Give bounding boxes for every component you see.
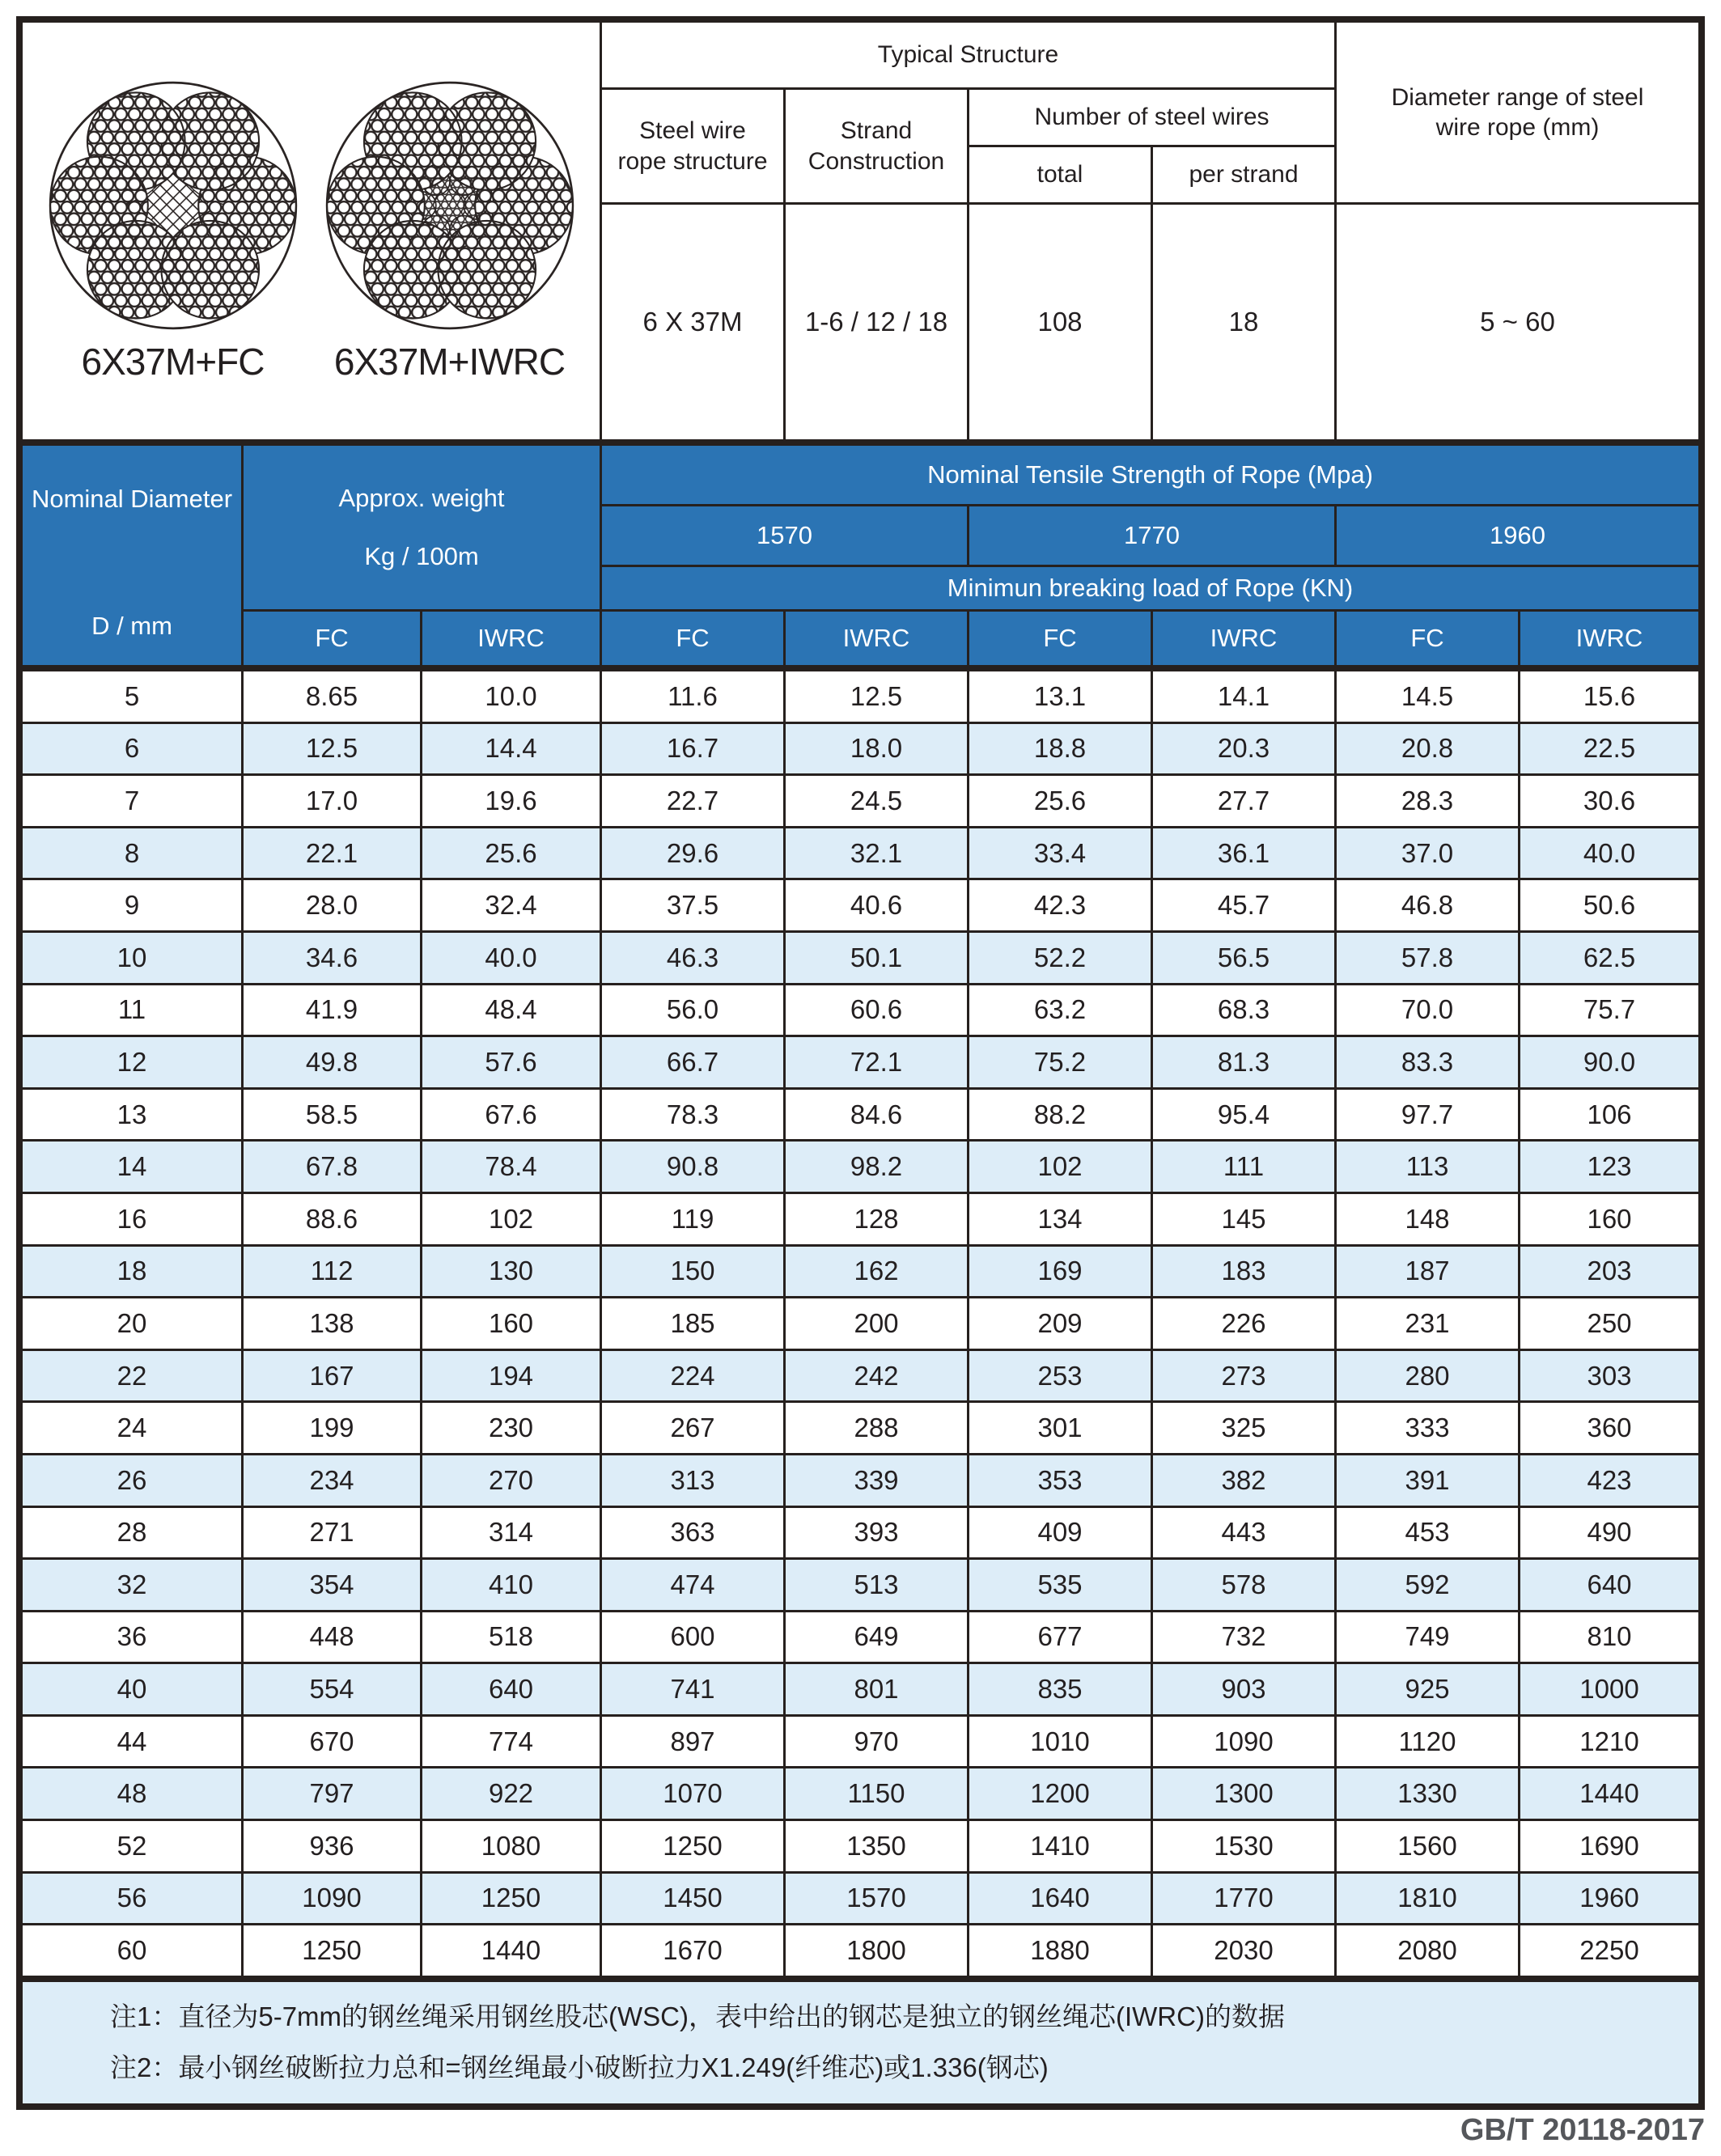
table-cell: 60 bbox=[23, 1925, 241, 1976]
table-cell: 18.8 bbox=[969, 724, 1151, 774]
kg-100m-label: Kg / 100m bbox=[364, 542, 479, 570]
header-iwrc-1960: IWRC bbox=[1520, 612, 1698, 665]
footnote-2: 注2：最小钢丝破断拉力总和=钢丝绳最小破断拉力X1.249(纤维芯)或1.336(钢芯) bbox=[110, 2052, 1049, 2082]
table-cell: 270 bbox=[422, 1455, 600, 1506]
table-cell: 1800 bbox=[786, 1925, 967, 1976]
table-cell: 1250 bbox=[422, 1874, 600, 1924]
table-cell: 199 bbox=[244, 1403, 420, 1453]
table-cell: 60.6 bbox=[786, 985, 967, 1036]
table-cell: 1350 bbox=[786, 1821, 967, 1871]
table-cell: 360 bbox=[1520, 1403, 1698, 1453]
table-cell: 56.5 bbox=[1153, 933, 1334, 983]
table-cell: 50.1 bbox=[786, 933, 967, 983]
table-cell: 26 bbox=[23, 1455, 241, 1506]
table-cell: 78.4 bbox=[422, 1142, 600, 1192]
table-cell: 1150 bbox=[786, 1768, 967, 1819]
header-approx-weight bbox=[244, 446, 600, 609]
table-cell: 16.7 bbox=[602, 724, 783, 774]
table-cell: 148 bbox=[1337, 1194, 1518, 1244]
nominal-diameter-label: Nominal Diameter bbox=[31, 485, 233, 513]
table-cell: 84.6 bbox=[786, 1090, 967, 1140]
table-cell: 12.5 bbox=[244, 724, 420, 774]
table-cell: 75.2 bbox=[969, 1037, 1151, 1087]
table-cell: 592 bbox=[1337, 1560, 1518, 1610]
table-cell: 95.4 bbox=[1153, 1090, 1334, 1140]
table-cell: 313 bbox=[602, 1455, 783, 1506]
header-number-of-wires: Number of steel wires bbox=[969, 90, 1334, 145]
spec-table bbox=[16, 16, 1705, 2110]
table-cell: 267 bbox=[602, 1403, 783, 1453]
table-cell: 1000 bbox=[1520, 1664, 1698, 1714]
table-cell: 123 bbox=[1520, 1142, 1698, 1192]
table-cell: 36 bbox=[23, 1612, 241, 1663]
rope-label-fc: 6X37M+FC bbox=[81, 340, 265, 383]
header-fc-1570: FC bbox=[602, 612, 783, 665]
table-cell: 1770 bbox=[1153, 1874, 1334, 1924]
table-cell: 98.2 bbox=[786, 1142, 967, 1192]
table-cell: 67.8 bbox=[244, 1142, 420, 1192]
table-cell: 68.3 bbox=[1153, 985, 1334, 1036]
header-grade-1570: 1570 bbox=[602, 506, 967, 565]
table-cell: 28 bbox=[23, 1508, 241, 1558]
table-cell: 97.7 bbox=[1337, 1090, 1518, 1140]
table-cell: 797 bbox=[244, 1768, 420, 1819]
table-cell: 280 bbox=[1337, 1351, 1518, 1401]
table-cell: 46.8 bbox=[1337, 880, 1518, 930]
table-cell: 46.3 bbox=[602, 933, 783, 983]
table-cell: 1090 bbox=[1153, 1717, 1334, 1767]
table-cell: 554 bbox=[244, 1664, 420, 1714]
table-cell: 169 bbox=[969, 1247, 1151, 1297]
table-cell: 45.7 bbox=[1153, 880, 1334, 930]
table-cell: 32.1 bbox=[786, 828, 967, 879]
table-cell: 20 bbox=[23, 1298, 241, 1349]
table-cell: 382 bbox=[1153, 1455, 1334, 1506]
table-cell: 1210 bbox=[1520, 1717, 1698, 1767]
table-cell: 443 bbox=[1153, 1508, 1334, 1558]
table-cell: 13 bbox=[23, 1090, 241, 1140]
table-cell: 66.7 bbox=[602, 1037, 783, 1087]
header-iwrc-1570: IWRC bbox=[786, 612, 967, 665]
table-cell: 49.8 bbox=[244, 1037, 420, 1087]
table-cell: 37.0 bbox=[1337, 828, 1518, 879]
rope-diagrams-cell bbox=[23, 23, 600, 439]
table-cell: 17.0 bbox=[244, 776, 420, 826]
table-cell: 119 bbox=[602, 1194, 783, 1244]
table-cell: 187 bbox=[1337, 1247, 1518, 1297]
table-cell: 936 bbox=[244, 1821, 420, 1871]
table-cell: 183 bbox=[1153, 1247, 1334, 1297]
table-cell: 835 bbox=[969, 1664, 1151, 1714]
table-cell: 354 bbox=[244, 1560, 420, 1610]
table-cell: 453 bbox=[1337, 1508, 1518, 1558]
rope-cross-section-fc-diagram bbox=[47, 79, 299, 332]
table-cell: 925 bbox=[1337, 1664, 1518, 1714]
approx-weight-label: Approx. weight bbox=[338, 484, 505, 512]
table-cell: 19.6 bbox=[422, 776, 600, 826]
value-strand-construction: 1-6 / 12 / 18 bbox=[786, 205, 967, 439]
table-cell: 670 bbox=[244, 1717, 420, 1767]
table-cell: 14 bbox=[23, 1142, 241, 1192]
table-cell: 185 bbox=[602, 1298, 783, 1349]
table-cell: 2250 bbox=[1520, 1925, 1698, 1976]
table-cell: 20.8 bbox=[1337, 724, 1518, 774]
table-cell: 160 bbox=[422, 1298, 600, 1349]
table-cell: 50.6 bbox=[1520, 880, 1698, 930]
table-cell: 314 bbox=[422, 1508, 600, 1558]
table-cell: 640 bbox=[422, 1664, 600, 1714]
value-wires-total: 108 bbox=[969, 205, 1151, 439]
table-cell: 253 bbox=[969, 1351, 1151, 1401]
table-cell: 640 bbox=[1520, 1560, 1698, 1610]
header-tensile-strength: Nominal Tensile Strength of Rope (Mpa) bbox=[602, 446, 1698, 504]
table-cell: 226 bbox=[1153, 1298, 1334, 1349]
table-cell: 231 bbox=[1337, 1298, 1518, 1349]
table-cell: 57.6 bbox=[422, 1037, 600, 1087]
table-cell: 677 bbox=[969, 1612, 1151, 1663]
table-cell: 271 bbox=[244, 1508, 420, 1558]
table-cell: 1070 bbox=[602, 1768, 783, 1819]
table-cell: 72.1 bbox=[786, 1037, 967, 1087]
table-cell: 490 bbox=[1520, 1508, 1698, 1558]
value-wires-per-strand: 18 bbox=[1153, 205, 1334, 439]
table-cell: 25.6 bbox=[969, 776, 1151, 826]
table-cell: 1560 bbox=[1337, 1821, 1518, 1871]
table-cell: 301 bbox=[969, 1403, 1151, 1453]
table-cell: 1530 bbox=[1153, 1821, 1334, 1871]
table-cell: 15.6 bbox=[1520, 671, 1698, 722]
table-cell: 741 bbox=[602, 1664, 783, 1714]
table-cell: 810 bbox=[1520, 1612, 1698, 1663]
table-cell: 1330 bbox=[1337, 1768, 1518, 1819]
table-cell: 52.2 bbox=[969, 933, 1151, 983]
table-cell: 9 bbox=[23, 880, 241, 930]
table-cell: 33.4 bbox=[969, 828, 1151, 879]
header-strand-construction: Strand Construction bbox=[786, 90, 967, 202]
table-cell: 8.65 bbox=[244, 671, 420, 722]
table-cell: 2030 bbox=[1153, 1925, 1334, 1976]
table-cell: 393 bbox=[786, 1508, 967, 1558]
table-cell: 409 bbox=[969, 1508, 1151, 1558]
header-iwrc-1770: IWRC bbox=[1153, 612, 1334, 665]
table-cell: 58.5 bbox=[244, 1090, 420, 1140]
table-cell: 14.4 bbox=[422, 724, 600, 774]
table-cell: 40 bbox=[23, 1664, 241, 1714]
table-cell: 29.6 bbox=[602, 828, 783, 879]
table-cell: 14.1 bbox=[1153, 671, 1334, 722]
table-cell: 162 bbox=[786, 1247, 967, 1297]
table-cell: 18.0 bbox=[786, 724, 967, 774]
header-nominal-diameter bbox=[23, 446, 241, 665]
table-cell: 16 bbox=[23, 1194, 241, 1244]
table-cell: 288 bbox=[786, 1403, 967, 1453]
table-cell: 903 bbox=[1153, 1664, 1334, 1714]
table-cell: 333 bbox=[1337, 1403, 1518, 1453]
table-cell: 22.7 bbox=[602, 776, 783, 826]
table-cell: 14.5 bbox=[1337, 671, 1518, 722]
table-cell: 423 bbox=[1520, 1455, 1698, 1506]
table-cell: 518 bbox=[422, 1612, 600, 1663]
header-grade-1960: 1960 bbox=[1337, 506, 1698, 565]
table-cell: 970 bbox=[786, 1717, 967, 1767]
table-cell: 1960 bbox=[1520, 1874, 1698, 1924]
table-cell: 194 bbox=[422, 1351, 600, 1401]
table-cell: 106 bbox=[1520, 1090, 1698, 1140]
header-iwrc-weight: IWRC bbox=[422, 612, 600, 665]
table-cell: 41.9 bbox=[244, 985, 420, 1036]
table-cell: 6 bbox=[23, 724, 241, 774]
value-rope-structure: 6 X 37M bbox=[602, 205, 783, 439]
table-cell: 410 bbox=[422, 1560, 600, 1610]
table-cell: 90.8 bbox=[602, 1142, 783, 1192]
table-cell: 88.2 bbox=[969, 1090, 1151, 1140]
table-cell: 167 bbox=[244, 1351, 420, 1401]
table-cell: 535 bbox=[969, 1560, 1151, 1610]
d-mm-label: D / mm bbox=[91, 612, 172, 640]
table-cell: 22 bbox=[23, 1351, 241, 1401]
table-cell: 67.6 bbox=[422, 1090, 600, 1140]
table-cell: 102 bbox=[969, 1142, 1151, 1192]
table-cell: 2080 bbox=[1337, 1925, 1518, 1976]
table-cell: 339 bbox=[786, 1455, 967, 1506]
table-cell: 22.5 bbox=[1520, 724, 1698, 774]
table-cell: 1080 bbox=[422, 1821, 600, 1871]
table-cell: 749 bbox=[1337, 1612, 1518, 1663]
table-cell: 70.0 bbox=[1337, 985, 1518, 1036]
table-cell: 113 bbox=[1337, 1142, 1518, 1192]
rope-cross-section-iwrc-diagram bbox=[324, 79, 576, 332]
table-cell: 8 bbox=[23, 828, 241, 879]
table-cell: 56 bbox=[23, 1874, 241, 1924]
table-cell: 128 bbox=[786, 1194, 967, 1244]
table-cell: 1090 bbox=[244, 1874, 420, 1924]
table-cell: 250 bbox=[1520, 1298, 1698, 1349]
table-cell: 88.6 bbox=[244, 1194, 420, 1244]
table-cell: 30.6 bbox=[1520, 776, 1698, 826]
table-cell: 32.4 bbox=[422, 880, 600, 930]
table-cell: 57.8 bbox=[1337, 933, 1518, 983]
header-fc-1770: FC bbox=[969, 612, 1151, 665]
table-cell: 448 bbox=[244, 1612, 420, 1663]
table-cell: 1450 bbox=[602, 1874, 783, 1924]
table-cell: 353 bbox=[969, 1455, 1151, 1506]
table-cell: 48.4 bbox=[422, 985, 600, 1036]
table-cell: 1410 bbox=[969, 1821, 1151, 1871]
table-cell: 83.3 bbox=[1337, 1037, 1518, 1087]
footnote-1: 注1：直径为5-7mm的钢丝绳采用钢丝股芯(WSC)，表中给出的钢芯是独立的钢丝绳芯(IWRC)的数据 bbox=[110, 2001, 1285, 2032]
table-cell: 56.0 bbox=[602, 985, 783, 1036]
table-cell: 62.5 bbox=[1520, 933, 1698, 983]
header-rope-structure: Steel wire rope structure bbox=[602, 90, 783, 202]
table-cell: 578 bbox=[1153, 1560, 1334, 1610]
table-cell: 22.1 bbox=[244, 828, 420, 879]
table-cell: 28.0 bbox=[244, 880, 420, 930]
table-cell: 40.6 bbox=[786, 880, 967, 930]
table-cell: 34.6 bbox=[244, 933, 420, 983]
table-cell: 234 bbox=[244, 1455, 420, 1506]
table-cell: 81.3 bbox=[1153, 1037, 1334, 1087]
table-cell: 63.2 bbox=[969, 985, 1151, 1036]
table-cell: 75.7 bbox=[1520, 985, 1698, 1036]
table-cell: 150 bbox=[602, 1247, 783, 1297]
table-cell: 10.0 bbox=[422, 671, 600, 722]
table-cell: 40.0 bbox=[422, 933, 600, 983]
table-cell: 145 bbox=[1153, 1194, 1334, 1244]
table-cell: 1440 bbox=[1520, 1768, 1698, 1819]
table-cell: 391 bbox=[1337, 1455, 1518, 1506]
table-cell: 112 bbox=[244, 1247, 420, 1297]
table-cell: 200 bbox=[786, 1298, 967, 1349]
table-cell: 24.5 bbox=[786, 776, 967, 826]
table-cell: 78.3 bbox=[602, 1090, 783, 1140]
table-cell: 224 bbox=[602, 1351, 783, 1401]
table-cell: 40.0 bbox=[1520, 828, 1698, 879]
table-cell: 242 bbox=[786, 1351, 967, 1401]
table-cell: 1670 bbox=[602, 1925, 783, 1976]
rope-figure-iwrc bbox=[324, 79, 576, 383]
table-cell: 28.3 bbox=[1337, 776, 1518, 826]
table-cell: 303 bbox=[1520, 1351, 1698, 1401]
table-cell: 1880 bbox=[969, 1925, 1151, 1976]
table-cell: 1120 bbox=[1337, 1717, 1518, 1767]
table-cell: 1440 bbox=[422, 1925, 600, 1976]
table-cell: 363 bbox=[602, 1508, 783, 1558]
value-diameter-range: 5 ~ 60 bbox=[1337, 205, 1698, 439]
table-cell: 897 bbox=[602, 1717, 783, 1767]
rope-label-iwrc: 6X37M+IWRC bbox=[333, 340, 566, 383]
table-cell: 1690 bbox=[1520, 1821, 1698, 1871]
table-cell: 11 bbox=[23, 985, 241, 1036]
header-per-strand: per strand bbox=[1153, 147, 1334, 202]
table-cell: 513 bbox=[786, 1560, 967, 1610]
table-cell: 25.6 bbox=[422, 828, 600, 879]
table-cell: 1570 bbox=[786, 1874, 967, 1924]
table-cell: 102 bbox=[422, 1194, 600, 1244]
table-cell: 209 bbox=[969, 1298, 1151, 1349]
table-cell: 36.1 bbox=[1153, 828, 1334, 879]
table-cell: 90.0 bbox=[1520, 1037, 1698, 1087]
header-fc-1960: FC bbox=[1337, 612, 1518, 665]
table-cell: 18 bbox=[23, 1247, 241, 1297]
table-cell: 325 bbox=[1153, 1403, 1334, 1453]
header-breaking-load: Minimun breaking load of Rope (KN) bbox=[602, 567, 1698, 609]
table-cell: 7 bbox=[23, 776, 241, 826]
table-cell: 801 bbox=[786, 1664, 967, 1714]
table-cell: 52 bbox=[23, 1821, 241, 1871]
table-cell: 134 bbox=[969, 1194, 1151, 1244]
table-cell: 12.5 bbox=[786, 671, 967, 722]
table-cell: 1010 bbox=[969, 1717, 1151, 1767]
header-total: total bbox=[969, 147, 1151, 202]
standard-reference: GB/T 20118-2017 bbox=[1460, 2113, 1705, 2147]
table-cell: 649 bbox=[786, 1612, 967, 1663]
table-cell: 44 bbox=[23, 1717, 241, 1767]
table-cell: 732 bbox=[1153, 1612, 1334, 1663]
table-cell: 1640 bbox=[969, 1874, 1151, 1924]
table-cell: 20.3 bbox=[1153, 724, 1334, 774]
table-cell: 13.1 bbox=[969, 671, 1151, 722]
table-cell: 1300 bbox=[1153, 1768, 1334, 1819]
table-cell: 42.3 bbox=[969, 880, 1151, 930]
table-cell: 5 bbox=[23, 671, 241, 722]
table-cell: 230 bbox=[422, 1403, 600, 1453]
table-cell: 922 bbox=[422, 1768, 600, 1819]
table-cell: 1200 bbox=[969, 1768, 1151, 1819]
table-cell: 24 bbox=[23, 1403, 241, 1453]
table-cell: 1250 bbox=[244, 1925, 420, 1976]
table-cell: 774 bbox=[422, 1717, 600, 1767]
table-cell: 474 bbox=[602, 1560, 783, 1610]
table-cell: 11.6 bbox=[602, 671, 783, 722]
table-cell: 111 bbox=[1153, 1142, 1334, 1192]
table-cell: 1250 bbox=[602, 1821, 783, 1871]
table-cell: 160 bbox=[1520, 1194, 1698, 1244]
table-cell: 32 bbox=[23, 1560, 241, 1610]
rope-figure-fc bbox=[47, 79, 299, 383]
table-cell: 130 bbox=[422, 1247, 600, 1297]
footnotes bbox=[23, 1982, 1698, 2103]
table-cell: 27.7 bbox=[1153, 776, 1334, 826]
table-cell: 48 bbox=[23, 1768, 241, 1819]
header-grade-1770: 1770 bbox=[969, 506, 1334, 565]
table-cell: 600 bbox=[602, 1612, 783, 1663]
header-fc-weight: FC bbox=[244, 612, 420, 665]
header-diameter-range: Diameter range of steel wire rope (mm) bbox=[1337, 23, 1698, 202]
table-cell: 138 bbox=[244, 1298, 420, 1349]
table-cell: 203 bbox=[1520, 1247, 1698, 1297]
table-cell: 273 bbox=[1153, 1351, 1334, 1401]
table-cell: 37.5 bbox=[602, 880, 783, 930]
header-typical-structure: Typical Structure bbox=[602, 23, 1334, 87]
table-cell: 10 bbox=[23, 933, 241, 983]
table-cell: 12 bbox=[23, 1037, 241, 1087]
table-cell: 1810 bbox=[1337, 1874, 1518, 1924]
